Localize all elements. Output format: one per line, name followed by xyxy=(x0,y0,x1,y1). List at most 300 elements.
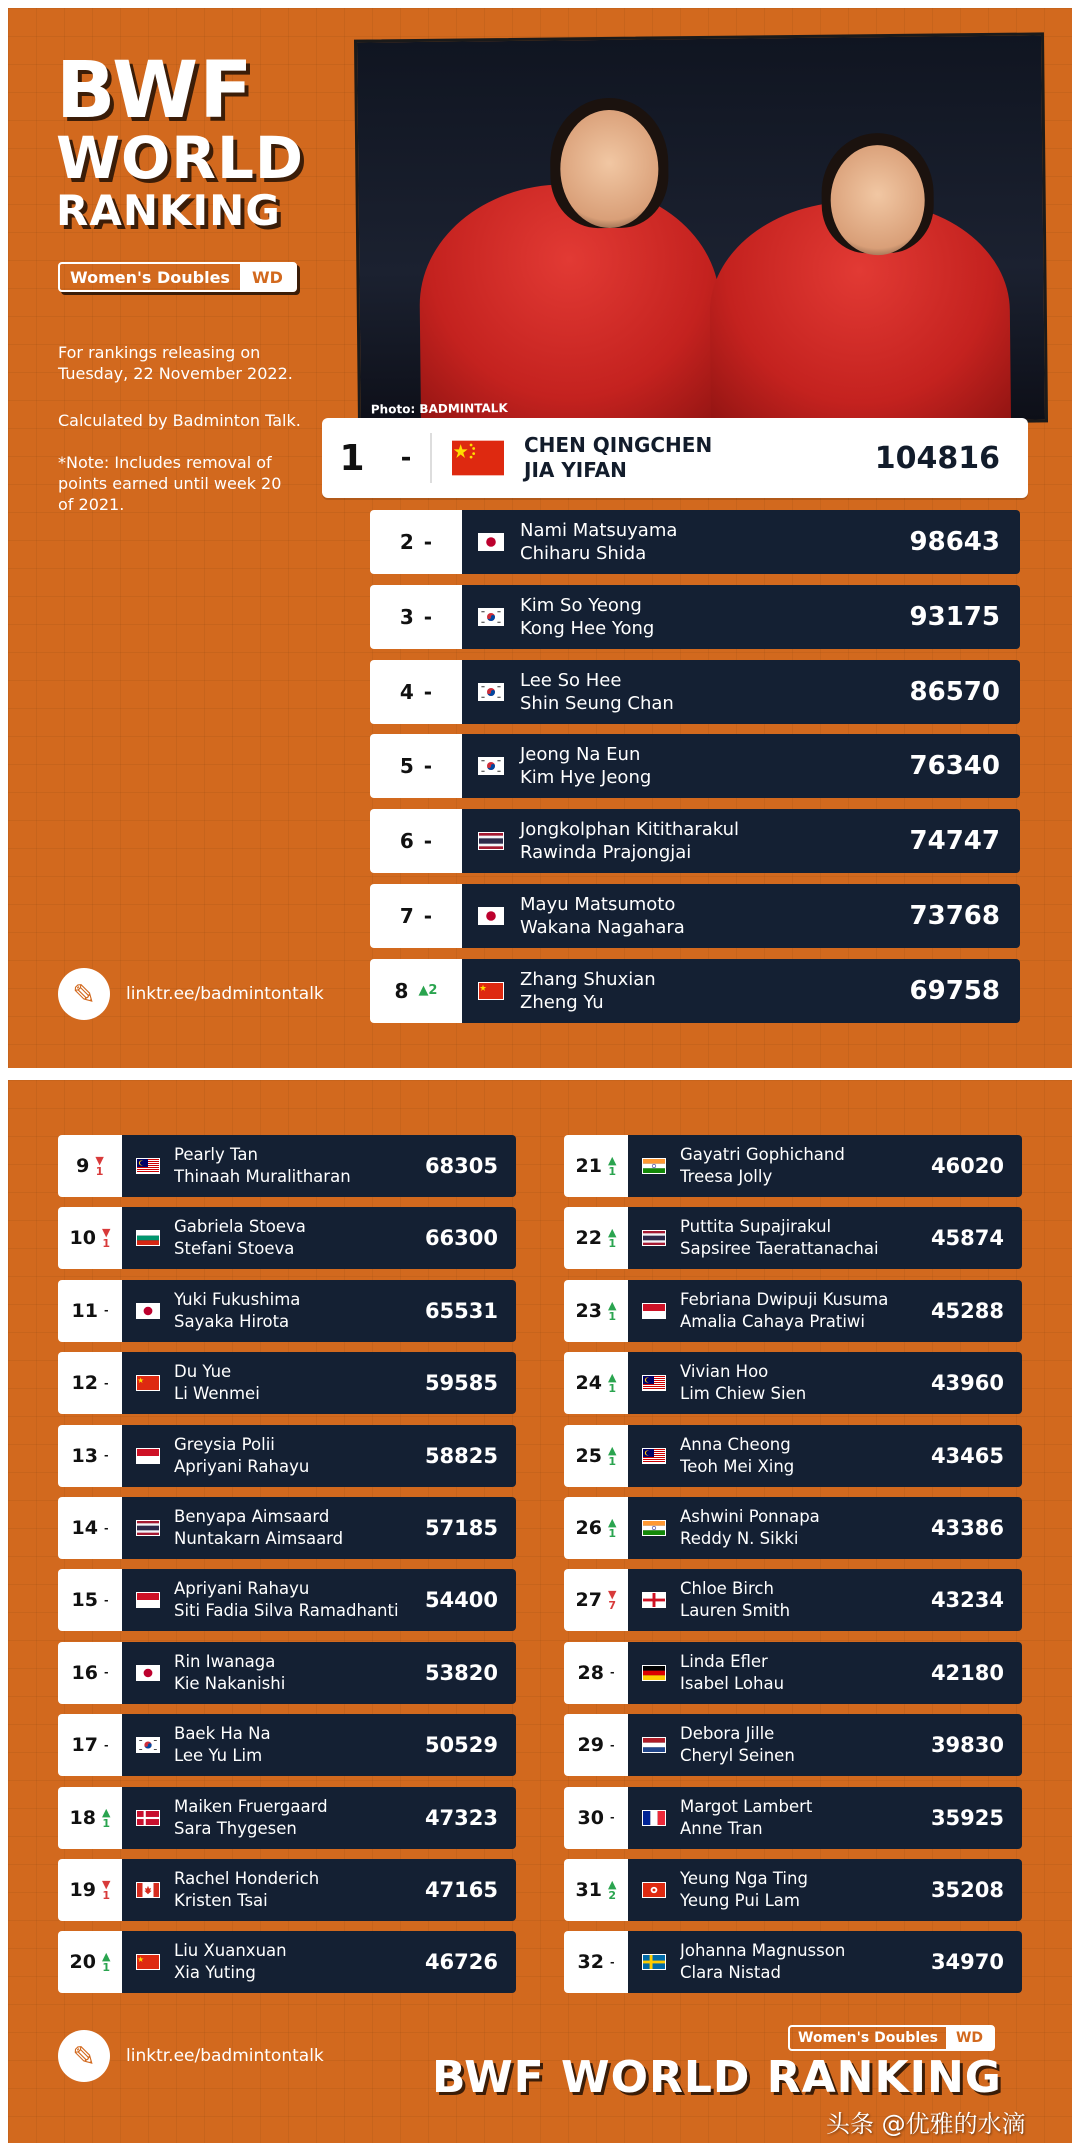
title-line-2: WORLD xyxy=(56,124,305,193)
player-2-name: Siti Fadia Silva Ramadhanti xyxy=(174,1601,399,1621)
rank-number: 5 xyxy=(399,754,414,779)
pair-names xyxy=(680,1289,931,1333)
row-body xyxy=(122,1135,516,1197)
rank-movement: - xyxy=(103,1593,109,1607)
pair-names xyxy=(520,594,910,640)
rank-1-names xyxy=(524,433,875,483)
pair-names xyxy=(520,519,910,565)
player-2-name: Sayaka Hirota xyxy=(174,1311,290,1331)
rank-cell xyxy=(564,1569,628,1631)
footer-category-badge xyxy=(788,2025,995,2051)
rank-cell xyxy=(564,1714,628,1776)
player-1-name: Liu Xuanxuan xyxy=(174,1941,287,1961)
calc-info: Calculated by Badminton Talk. xyxy=(58,411,301,430)
rank-number: 17 xyxy=(71,1734,98,1757)
china-flag-icon xyxy=(136,1375,160,1391)
row-body xyxy=(628,1280,1022,1342)
rank-number: 2 xyxy=(399,530,414,554)
rank-cell xyxy=(564,1352,628,1414)
ranking-row-9 xyxy=(58,1135,516,1197)
points: 43465 xyxy=(930,1443,1004,1468)
denmark-flag-icon xyxy=(136,1810,160,1826)
ranking-row-8 xyxy=(370,959,1020,1023)
pair-names xyxy=(680,1868,931,1912)
player-1-name: Nami Matsuyama xyxy=(520,520,678,541)
pair-names xyxy=(680,1434,931,1478)
row-body xyxy=(122,1787,516,1849)
canada-flag-icon xyxy=(136,1882,160,1898)
rank-cell xyxy=(370,884,462,948)
arrow-up-icon: ▲ xyxy=(607,1298,617,1312)
player-1-name: Gabriela Stoeva xyxy=(174,1217,306,1237)
player-1-name: Johanna Magnusson xyxy=(680,1941,846,1961)
player-1-name: Pearly Tan xyxy=(174,1145,258,1164)
release-info xyxy=(58,342,328,384)
netherlands-flag-icon xyxy=(642,1737,666,1753)
movement-count: 1 xyxy=(608,1237,617,1251)
malaysia-flag-icon xyxy=(136,1158,160,1174)
player-1-name: Kim So Yeong xyxy=(520,594,642,616)
ranking-row-4 xyxy=(370,660,1020,724)
movement-count: 7 xyxy=(608,1599,617,1613)
player-1-name: Debora Jille xyxy=(680,1724,775,1744)
note-info xyxy=(58,452,328,515)
ranking-row-21 xyxy=(564,1135,1022,1197)
player-1-name: Lee So Hee xyxy=(520,669,622,691)
china-flag-icon xyxy=(452,440,504,476)
ranking-row-32 xyxy=(564,1931,1022,1993)
rank-cell xyxy=(58,1931,122,1993)
note-line-2: points earned until week 20 xyxy=(58,474,282,493)
ranking-row-12 xyxy=(58,1352,516,1414)
player-2-name: Teoh Mei Xing xyxy=(680,1456,795,1476)
points: 43386 xyxy=(930,1516,1004,1540)
points: 57185 xyxy=(424,1516,498,1540)
ranking-row-17 xyxy=(58,1714,516,1776)
rank-movement xyxy=(102,1227,110,1249)
player-2-name: Reddy N. Sikki xyxy=(680,1529,799,1548)
rank-movement: - xyxy=(609,1811,615,1825)
movement-count: 1 xyxy=(102,1237,111,1251)
movement-count: 1 xyxy=(95,1165,104,1178)
points: 59585 xyxy=(424,1371,498,1396)
india-flag-icon xyxy=(642,1520,666,1536)
movement-count: 1 xyxy=(102,1889,111,1902)
rank-movement: - xyxy=(103,1738,109,1752)
points: 74747 xyxy=(909,826,1000,857)
rank-number: 3 xyxy=(399,604,414,629)
rank-cell xyxy=(58,1135,122,1197)
rank-movement xyxy=(608,1589,616,1611)
badmintontalk-logo-icon: ✎ xyxy=(58,2030,110,2082)
player-1-name: Linda Efler xyxy=(680,1651,768,1671)
player-1-name: Puttita Supajirakul xyxy=(680,1217,832,1237)
pair-names xyxy=(680,1940,931,1984)
player-1-name: Yuki Fukushima xyxy=(174,1289,301,1309)
points: 93175 xyxy=(909,601,1000,632)
rank-number: 1 xyxy=(339,437,365,479)
player-right-head xyxy=(830,145,925,256)
player-1-name: Rin Iwanaga xyxy=(174,1651,276,1671)
player-2-name: Xia Yuting xyxy=(174,1963,256,1983)
points: 54400 xyxy=(424,1588,498,1613)
ranking-row-29 xyxy=(564,1714,1022,1776)
player-2-name: Yeung Pui Lam xyxy=(680,1891,800,1910)
rank-movement xyxy=(608,1155,616,1177)
title-line-1: BWF xyxy=(56,46,254,136)
rank-movement xyxy=(418,983,437,998)
arrow-up-icon: ▲ xyxy=(607,1154,617,1167)
pair-names xyxy=(174,1361,425,1405)
main-title xyxy=(56,46,305,236)
ranking-row-31 xyxy=(564,1859,1022,1921)
points: 73768 xyxy=(909,901,1000,931)
rank-number: 29 xyxy=(577,1734,604,1757)
rank-cell xyxy=(58,1569,122,1631)
rank-cell xyxy=(58,1280,122,1342)
player-1-name: Gayatri Gophichand xyxy=(680,1145,845,1164)
release-line-1: For rankings releasing on xyxy=(58,343,261,362)
note-line-1: *Note: Includes removal of xyxy=(58,453,272,472)
pair-names xyxy=(680,1216,931,1260)
player-1-name: Jongkolphan Kititharakul xyxy=(520,819,740,841)
points: 39830 xyxy=(930,1733,1004,1758)
points: 47323 xyxy=(424,1805,498,1830)
points: 46020 xyxy=(930,1154,1004,1178)
row-body xyxy=(628,1787,1022,1849)
rank-movement: - xyxy=(103,1449,109,1463)
ranking-row-5 xyxy=(370,734,1020,798)
rank-movement xyxy=(102,1807,110,1829)
release-line-2: Tuesday, 22 November 2022. xyxy=(58,364,293,383)
footer-title: BWF WORLD RANKING xyxy=(432,2052,1002,2103)
rank-movement: - xyxy=(423,530,433,554)
rank-cell xyxy=(564,1859,628,1921)
rank-number: 6 xyxy=(399,829,414,854)
ranking-row-10 xyxy=(58,1207,516,1269)
player-2-name: Clara Nistad xyxy=(680,1963,781,1983)
row-body xyxy=(462,734,1020,798)
ranking-row-14 xyxy=(58,1497,516,1559)
player-2-name: Chiharu Shida xyxy=(520,543,647,564)
player-2-name: Amalia Cahaya Pratiwi xyxy=(680,1311,866,1331)
rank-cell xyxy=(370,585,462,649)
ranking-row-27 xyxy=(564,1569,1022,1631)
row-body xyxy=(122,1352,516,1414)
points: 66300 xyxy=(424,1226,498,1251)
pair-names xyxy=(520,669,910,715)
arrow-up-icon: ▲ xyxy=(607,1516,617,1529)
ranking-row-26 xyxy=(564,1497,1022,1559)
row-body xyxy=(122,1207,516,1269)
points: 69758 xyxy=(909,975,1000,1006)
points: 53820 xyxy=(424,1660,498,1685)
player-1-name: Ashwini Ponnapa xyxy=(680,1507,820,1526)
movement-count: 1 xyxy=(608,1454,617,1468)
row-body xyxy=(122,1569,516,1631)
photo-credit: Photo: BADMINTALK xyxy=(370,401,508,417)
rank-number: 9 xyxy=(76,1155,90,1177)
points: 50529 xyxy=(424,1733,498,1758)
rank-cell xyxy=(564,1642,628,1704)
player-2-name: Kristen Tsai xyxy=(174,1891,268,1910)
movement-count: ▲2 xyxy=(418,983,438,999)
rank-number: 30 xyxy=(577,1806,604,1829)
row-body xyxy=(462,884,1020,948)
rank-cell xyxy=(564,1135,628,1197)
rank-number: 16 xyxy=(71,1661,98,1684)
points: 45288 xyxy=(930,1298,1004,1323)
rank-number: 10 xyxy=(69,1227,96,1250)
pair-names xyxy=(174,1506,425,1550)
pair-names xyxy=(174,1940,425,1984)
indonesia-flag-icon xyxy=(136,1448,160,1464)
rank-number: 21 xyxy=(575,1155,602,1177)
ranking-row-7 xyxy=(370,884,1020,948)
rank-cell xyxy=(564,1497,628,1559)
rank-number: 7 xyxy=(399,904,414,928)
rank-cell xyxy=(58,1207,122,1269)
player-2-name: Stefani Stoeva xyxy=(174,1239,295,1259)
movement-count: 1 xyxy=(608,1309,617,1323)
player-2-name: Sapsiree Taerattanachai xyxy=(680,1239,879,1259)
ranking-row-13 xyxy=(58,1425,516,1487)
rank-movement: - xyxy=(103,1304,109,1318)
pair-names xyxy=(174,1578,425,1622)
bulgaria-flag-icon xyxy=(136,1230,160,1246)
points: 47165 xyxy=(424,1878,498,1902)
points: 86570 xyxy=(909,676,1000,707)
rank-cell xyxy=(564,1425,628,1487)
rank-number: 8 xyxy=(394,978,409,1003)
japan-flag-icon xyxy=(136,1665,160,1681)
rank-cell xyxy=(370,660,462,724)
player-1-name: Yeung Nga Ting xyxy=(680,1869,808,1888)
player-2-name: Kie Nakanishi xyxy=(174,1673,286,1693)
points: 43234 xyxy=(930,1588,1004,1613)
rank-movement xyxy=(608,1227,616,1249)
arrow-up-icon: ▲ xyxy=(607,1878,617,1891)
rank-movement xyxy=(102,1951,110,1973)
player-1-name: Rachel Honderich xyxy=(174,1869,320,1888)
arrow-up-icon: ▲ xyxy=(101,1805,111,1819)
player-2-name: JIA YIFAN xyxy=(524,458,627,482)
ranking-row-16 xyxy=(58,1642,516,1704)
rank-movement: - xyxy=(103,1666,109,1680)
arrow-down-icon: ▼ xyxy=(95,1154,104,1167)
rank-movement: - xyxy=(423,679,433,704)
player-1-name: Greysia Polii xyxy=(174,1434,275,1454)
korea-flag-icon xyxy=(478,608,504,626)
note-line-3: of 2021. xyxy=(58,495,125,514)
points: 35208 xyxy=(930,1878,1004,1902)
player-2-name: Thinaah Muralitharan xyxy=(174,1167,351,1186)
player-2-name: Cheryl Seinen xyxy=(680,1746,795,1766)
player-1-name: Apriyani Rahayu xyxy=(174,1579,310,1599)
arrow-down-icon: ▼ xyxy=(101,1226,111,1240)
player-2-name: Sara Thygesen xyxy=(174,1818,297,1838)
row-body xyxy=(462,809,1020,873)
points: 42180 xyxy=(930,1660,1004,1685)
player-1-name: Jeong Na Eun xyxy=(520,744,641,766)
row-body xyxy=(462,959,1020,1023)
rank-cell xyxy=(564,1280,628,1342)
ranking-row-23 xyxy=(564,1280,1022,1342)
pair-names xyxy=(680,1361,931,1405)
pair-names xyxy=(520,818,910,864)
rank-movement: - xyxy=(423,604,433,629)
player-2-name: Kim Hye Jeong xyxy=(520,767,652,789)
points: 58825 xyxy=(424,1443,498,1468)
rank-cell xyxy=(58,1787,122,1849)
rank-cell xyxy=(58,1859,122,1921)
points: 65531 xyxy=(424,1298,498,1323)
row-body xyxy=(628,1642,1022,1704)
rank-number: 15 xyxy=(71,1589,98,1612)
sweden-flag-icon xyxy=(642,1954,666,1970)
arrow-up-icon: ▲ xyxy=(607,1226,617,1240)
rank-movement: - xyxy=(609,1738,615,1752)
rank-number: 27 xyxy=(575,1589,602,1612)
movement-count: 1 xyxy=(102,1961,111,1975)
link-bottom[interactable] xyxy=(58,2030,324,2082)
japan-flag-icon xyxy=(478,907,504,925)
malaysia-flag-icon xyxy=(642,1448,666,1464)
rank-number: 4 xyxy=(399,679,414,704)
points: 76340 xyxy=(909,751,1000,782)
player-1-name: Anna Cheong xyxy=(680,1434,791,1454)
france-flag-icon xyxy=(642,1810,666,1826)
rank-movement: - xyxy=(103,1376,109,1390)
england-flag-icon xyxy=(642,1592,666,1608)
pair-names xyxy=(680,1723,931,1767)
rank-cell xyxy=(564,1787,628,1849)
row-body xyxy=(122,1931,516,1993)
ranking-row-15 xyxy=(58,1569,516,1631)
indonesia-flag-icon xyxy=(642,1303,666,1319)
ranking-row-19 xyxy=(58,1859,516,1921)
player-2-name: Isabel Lohau xyxy=(680,1673,785,1693)
points: 46726 xyxy=(424,1950,498,1975)
points: 43960 xyxy=(930,1371,1004,1396)
player-1-name: Margot Lambert xyxy=(680,1796,813,1816)
rank-movement xyxy=(102,1879,110,1901)
player-1-name: Maiken Fruergaard xyxy=(174,1796,328,1816)
row-body xyxy=(628,1425,1022,1487)
germany-flag-icon xyxy=(642,1665,666,1681)
rank-cell xyxy=(370,809,462,873)
thailand-flag-icon xyxy=(136,1520,160,1536)
player-2-name: Kong Hee Yong xyxy=(520,617,655,639)
row-body xyxy=(462,510,1020,574)
china-flag-icon xyxy=(136,1954,160,1970)
row-body xyxy=(628,1207,1022,1269)
rank-number: 22 xyxy=(575,1227,602,1250)
ranking-row-25 xyxy=(564,1425,1022,1487)
row-body xyxy=(628,1497,1022,1559)
rank-movement: - xyxy=(382,433,432,483)
player-left-body xyxy=(419,183,722,430)
ranking-row-2 xyxy=(370,510,1020,574)
player-2-name: Rawinda Prajongjai xyxy=(520,842,692,864)
row-body xyxy=(628,1135,1022,1197)
row-body xyxy=(122,1859,516,1921)
movement-count: 1 xyxy=(608,1527,617,1540)
link-text[interactable]: linktr.ee/badmintontalk xyxy=(126,984,324,1004)
player-2-name: Anne Tran xyxy=(680,1818,763,1838)
row-body xyxy=(628,1352,1022,1414)
top-panel xyxy=(8,8,1072,1068)
bottom-panel xyxy=(8,1080,1072,2143)
arrow-down-icon: ▼ xyxy=(101,1878,111,1891)
rank-number: 24 xyxy=(575,1372,602,1395)
pair-names xyxy=(174,1796,425,1840)
pair-names xyxy=(174,1289,425,1333)
korea-flag-icon xyxy=(136,1737,160,1753)
rank-movement xyxy=(608,1445,616,1467)
player-1-name: Zhang Shuxian xyxy=(520,968,656,990)
player-2-name: Apriyani Rahayu xyxy=(174,1456,310,1476)
thailand-flag-icon xyxy=(478,832,504,850)
pair-names xyxy=(680,1144,931,1188)
ranking-row-18 xyxy=(58,1787,516,1849)
arrow-up-icon: ▲ xyxy=(607,1371,617,1385)
rank-movement xyxy=(608,1879,616,1901)
pair-names xyxy=(174,1216,425,1260)
row-body xyxy=(122,1714,516,1776)
rank-cell xyxy=(58,1352,122,1414)
rank-cell xyxy=(370,510,462,574)
rank-cell xyxy=(564,1207,628,1269)
pair-names xyxy=(520,743,910,789)
movement-count: 2 xyxy=(608,1889,617,1902)
title-line-3: RANKING xyxy=(56,186,281,236)
rank-movement xyxy=(608,1372,616,1394)
indonesia-flag-icon xyxy=(136,1592,160,1608)
hongkong-flag-icon xyxy=(642,1882,666,1898)
pair-names xyxy=(680,1651,931,1695)
points: 68305 xyxy=(424,1154,498,1178)
points: 98643 xyxy=(909,527,1000,557)
japan-flag-icon xyxy=(478,533,504,551)
rank-number: 31 xyxy=(575,1879,602,1901)
player-2-name: Shin Seung Chan xyxy=(520,692,674,714)
malaysia-flag-icon xyxy=(642,1375,666,1391)
rank-number: 14 xyxy=(71,1517,98,1539)
ranking-row-22 xyxy=(564,1207,1022,1269)
rank-cell xyxy=(58,1497,122,1559)
link-top[interactable] xyxy=(58,968,324,1020)
pair-names xyxy=(680,1578,931,1622)
player-1-name: Du Yue xyxy=(174,1362,232,1382)
player-left-head xyxy=(560,109,659,228)
ranking-row-28 xyxy=(564,1642,1022,1704)
rank-points: 104816 xyxy=(874,440,1000,476)
row-body xyxy=(122,1425,516,1487)
arrow-up-icon: ▲ xyxy=(101,1950,111,1964)
rank-cell xyxy=(58,1714,122,1776)
link-text[interactable]: linktr.ee/badmintontalk xyxy=(126,2046,324,2066)
rank-number: 11 xyxy=(71,1299,98,1322)
player-2-name: Zheng Yu xyxy=(520,991,604,1013)
row-body xyxy=(462,585,1020,649)
rank-cell xyxy=(370,959,462,1023)
korea-flag-icon xyxy=(478,757,504,775)
player-2-name: Wakana Nagahara xyxy=(520,917,685,938)
rank-number: 23 xyxy=(575,1299,602,1322)
player-1-name: Baek Ha Na xyxy=(174,1724,271,1744)
rank-movement xyxy=(608,1517,616,1539)
